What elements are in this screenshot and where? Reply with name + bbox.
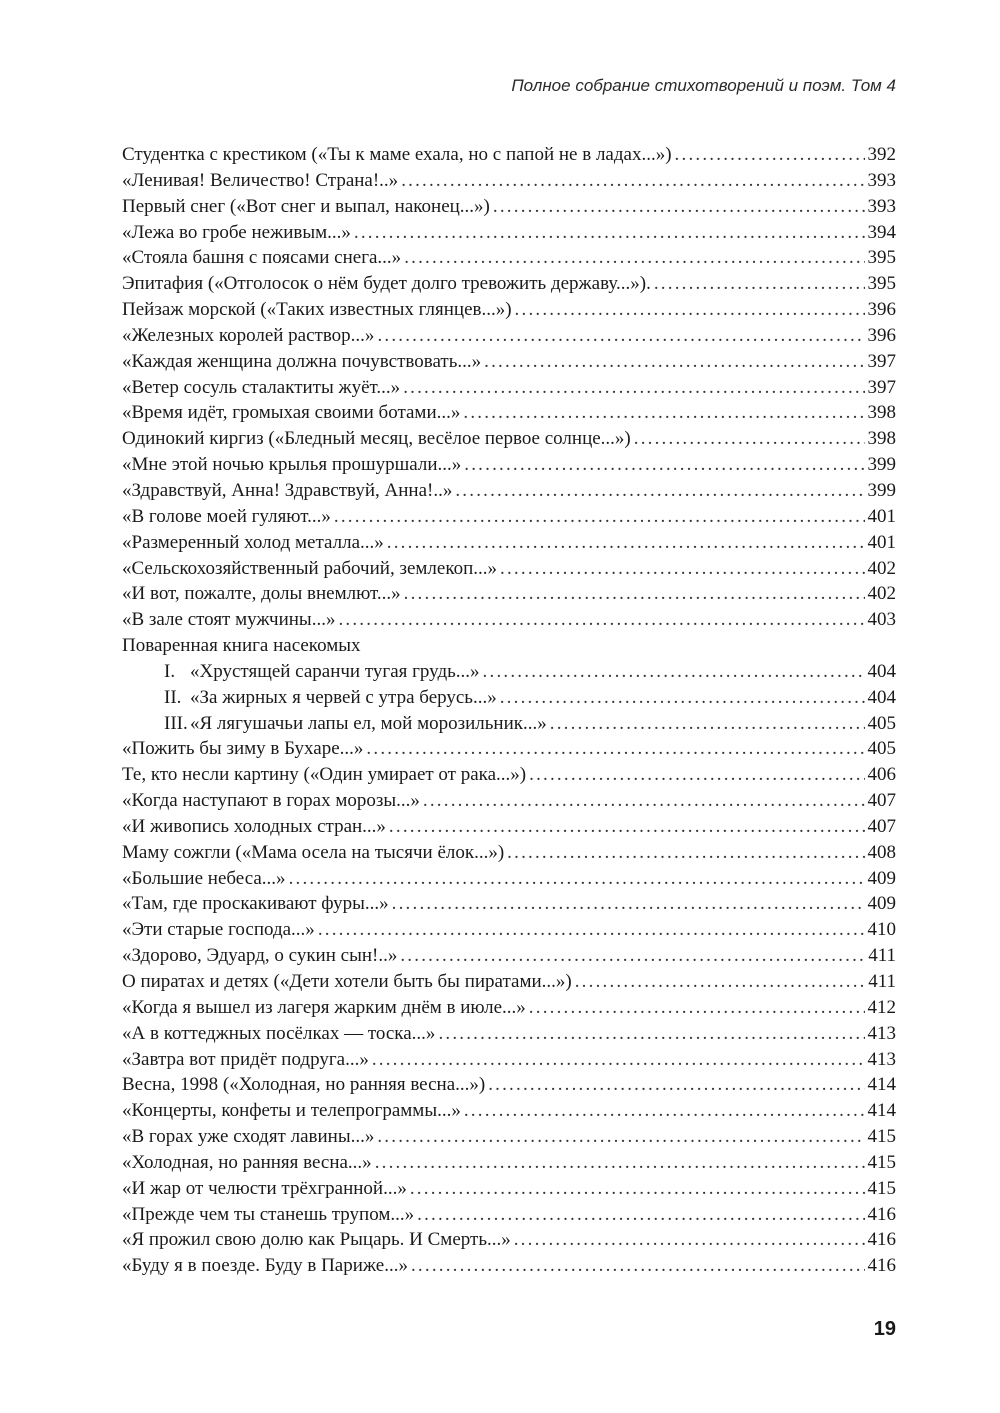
toc-entry-page: 409 — [867, 893, 896, 915]
toc-entry-text: «Стояла башня с поясами снега...» — [122, 247, 402, 269]
toc-entry — [122, 633, 896, 659]
toc-dot-leader — [401, 168, 864, 194]
toc-entry — [122, 220, 896, 246]
toc-entry — [122, 1021, 896, 1047]
toc-dot-leader — [392, 891, 865, 917]
toc-entry-title — [122, 1150, 375, 1176]
toc-entry-text: «Там, где проскакивают фуры...» — [122, 893, 389, 915]
toc-entry-page: 413 — [867, 1048, 896, 1070]
toc-entry-title — [122, 581, 404, 607]
toc-entry-page: 405 — [867, 738, 896, 760]
toc-entry-title — [122, 400, 463, 426]
toc-dot-leader — [338, 607, 864, 633]
toc-entry-text: Весна, 1998 («Холодная, но ранняя весна...») — [122, 1074, 486, 1096]
toc-entry-page: 413 — [867, 1022, 896, 1044]
toc-entry-page: 395 — [867, 247, 896, 269]
toc-entry-text: «Лежа во гробе неживым...» — [122, 221, 351, 243]
toc-entry-title — [122, 840, 507, 866]
toc-entry-page: 404 — [867, 686, 896, 708]
toc-entry — [122, 168, 896, 194]
toc-entry-title — [122, 607, 338, 633]
toc-dot-leader — [634, 426, 865, 452]
toc-entry-text: Те, кто несли картину («Один умирает от рака...») — [122, 764, 527, 786]
toc-entry-page: 408 — [867, 841, 896, 863]
toc-entry-page: 407 — [867, 815, 896, 837]
toc-entry-text: «Здравствуй, Анна! Здравствуй, Анна!..» — [122, 479, 453, 501]
toc-entry-title — [122, 814, 389, 840]
toc-entry — [122, 1202, 896, 1228]
toc-entry-numeral: III. — [164, 712, 188, 734]
toc-entry-page: 394 — [867, 221, 896, 243]
toc-entry-text: «И живопись холодных стран...» — [122, 815, 386, 837]
toc-dot-leader — [550, 711, 865, 737]
toc-entry-title — [122, 530, 387, 556]
toc-entry-text: «Пожить бы зиму в Бухаре...» — [122, 738, 364, 760]
toc-entry — [122, 142, 896, 168]
toc-entry — [122, 917, 896, 943]
toc-dot-leader — [372, 1047, 865, 1073]
toc-entry-title — [164, 685, 500, 711]
toc-entry-title — [122, 245, 404, 271]
toc-entry-title — [122, 375, 403, 401]
toc-entry — [122, 814, 896, 840]
table-of-contents — [122, 142, 896, 1279]
toc-dot-leader — [403, 375, 864, 401]
toc-dot-leader — [463, 400, 864, 426]
toc-entry — [122, 323, 896, 349]
toc-dot-leader — [354, 220, 865, 246]
toc-entry-text: «Железных королей раствор...» — [122, 324, 375, 346]
toc-entry-text: Одинокий киргиз («Бледный месяц, весёлое первое солнце...») — [122, 428, 631, 450]
toc-entry — [122, 762, 896, 788]
toc-entry-text: «Сельскохозяйственный рабочий, землекоп...» — [122, 557, 498, 579]
page-number: 19 — [873, 1318, 896, 1340]
toc-entry — [122, 581, 896, 607]
toc-entry — [122, 297, 896, 323]
toc-entry-numeral: I. — [164, 660, 176, 682]
toc-entry-text: Поваренная книга насекомых — [122, 635, 361, 657]
toc-entry — [122, 736, 896, 762]
toc-entry — [122, 1253, 896, 1279]
toc-entry-page: 407 — [867, 790, 896, 812]
toc-entry-text: «Я лягушачьи лапы ел, мой морозильник...» — [190, 712, 547, 734]
toc-entry — [122, 1047, 896, 1073]
toc-entry — [122, 1227, 896, 1253]
toc-entry-text: О пиратах и детях («Дети хотели быть бы пиратами...») — [122, 971, 572, 992]
toc-dot-leader — [400, 943, 865, 969]
toc-dot-leader — [318, 917, 865, 943]
toc-entry — [122, 711, 896, 737]
toc-entry-title — [122, 633, 364, 659]
toc-entry-page: 402 — [867, 557, 896, 579]
toc-entry-text: «А в коттеджных посёлках — тоска...» — [122, 1022, 436, 1044]
toc-dot-leader — [411, 1253, 865, 1279]
toc-entry-page: 406 — [867, 764, 896, 786]
toc-entry-text: «Каждая женщина должна почувствовать...» — [122, 350, 482, 372]
toc-entry-title — [122, 866, 289, 892]
toc-entry-numeral: II. — [164, 686, 182, 708]
toc-entry-page: 415 — [867, 1177, 896, 1199]
toc-entry-text: «Прежде чем ты станешь трупом...» — [122, 1203, 415, 1225]
toc-entry-page: 411 — [868, 971, 896, 992]
toc-entry-page: 414 — [867, 1100, 896, 1122]
toc-entry — [122, 375, 896, 401]
toc-entry-title — [122, 452, 464, 478]
toc-entry — [122, 659, 896, 685]
toc-entry — [122, 478, 896, 504]
toc-entry — [122, 607, 896, 633]
toc-entry-title — [122, 1098, 464, 1124]
toc-entry-title — [122, 1176, 410, 1202]
toc-entry-title — [122, 349, 484, 375]
toc-entry-text: «И жар от челюсти трёхгранной...» — [122, 1177, 407, 1199]
toc-entry — [122, 245, 896, 271]
toc-entry-title — [122, 271, 654, 297]
toc-entry-text: «Большие небеса...» — [122, 867, 286, 889]
toc-entry — [122, 1176, 896, 1202]
toc-entry-title — [122, 1047, 372, 1073]
toc-entry — [122, 194, 896, 220]
toc-entry-page: 404 — [867, 660, 896, 682]
toc-entry — [122, 452, 896, 478]
toc-entry-text: Студентка с крестиком («Ты к маме ехала, но с папой не в ладах...») — [122, 144, 672, 165]
toc-entry-text: «Мне этой ночью крылья прошуршали...» — [122, 454, 462, 476]
toc-dot-leader — [529, 995, 865, 1021]
toc-entry — [122, 1072, 896, 1098]
toc-entry-page: 392 — [867, 144, 896, 165]
toc-entry-title — [122, 142, 675, 168]
toc-entry-text: Первый снег («Вот снег и выпал, наконец...») — [122, 195, 490, 217]
toc-entry-page: 415 — [867, 1126, 896, 1148]
toc-entry-title — [122, 995, 529, 1021]
toc-entry-page: 395 — [867, 273, 896, 295]
toc-entry — [122, 530, 896, 556]
toc-entry-page: 397 — [867, 376, 896, 398]
toc-entry-title — [122, 556, 500, 582]
toc-entry-title — [122, 969, 575, 995]
toc-entry-text: «Ленивая! Величество! Страна!..» — [122, 169, 399, 191]
toc-entry-text: «Когда наступают в горах морозы...» — [122, 790, 420, 812]
toc-entry — [122, 271, 896, 297]
toc-entry — [122, 840, 896, 866]
toc-dot-leader — [483, 659, 865, 685]
toc-dot-leader — [375, 1150, 865, 1176]
toc-dot-leader — [404, 245, 864, 271]
toc-entry — [122, 969, 896, 995]
toc-entry-text: «В горах уже сходят лавины...» — [122, 1126, 375, 1148]
toc-entry-text: «В зале стоят мужчины...» — [122, 609, 336, 631]
toc-dot-leader — [417, 1202, 864, 1228]
toc-entry-title — [122, 478, 455, 504]
toc-entry-page: 416 — [867, 1229, 896, 1251]
toc-entry-title — [122, 504, 334, 530]
toc-dot-leader — [410, 1176, 865, 1202]
toc-entry-title — [122, 1253, 411, 1279]
toc-entry-title — [122, 1021, 438, 1047]
toc-entry-text: «Размеренный холод металла...» — [122, 531, 384, 553]
toc-entry-text: «Холодная, но ранняя весна...» — [122, 1151, 372, 1173]
toc-entry-page: 412 — [867, 996, 896, 1018]
toc-entry-page: 410 — [867, 919, 896, 941]
toc-entry-text: «Хрустящей саранчи тугая грудь...» — [190, 660, 480, 682]
toc-dot-leader — [675, 142, 865, 168]
toc-dot-leader — [464, 1098, 865, 1124]
toc-entry-text: «Время идёт, громыхая своими ботами...» — [122, 402, 461, 424]
toc-entry-title — [122, 168, 401, 194]
toc-entry — [122, 1098, 896, 1124]
toc-dot-leader — [488, 1072, 864, 1098]
toc-entry-text: «Ветер сосуль сталактиты жуёт...» — [122, 376, 401, 398]
toc-entry-page: 398 — [867, 402, 896, 424]
toc-entry — [122, 685, 896, 711]
toc-dot-leader — [289, 866, 865, 892]
toc-entry — [122, 400, 896, 426]
toc-entry — [122, 943, 896, 969]
toc-entry-text: «Здорово, Эдуард, о сукин сын!..» — [122, 945, 398, 967]
toc-entry-title — [164, 659, 483, 685]
toc-entry-text: Маму сожгли («Мама осела на тысячи ёлок...») — [122, 841, 505, 863]
toc-dot-leader — [484, 349, 864, 375]
toc-entry-page: 409 — [867, 867, 896, 889]
toc-entry-title — [164, 711, 550, 737]
toc-entry-page: 399 — [867, 479, 896, 501]
toc-entry — [122, 349, 896, 375]
toc-entry-text: «Когда я вышел из лагеря жарким днём в июле...» — [122, 996, 526, 1018]
toc-entry — [122, 1150, 896, 1176]
toc-dot-leader — [438, 1021, 864, 1047]
toc-entry-text: «В голове моей гуляют...» — [122, 505, 331, 527]
toc-entry-title — [122, 736, 366, 762]
toc-entry — [122, 1124, 896, 1150]
toc-entry-page: 393 — [867, 169, 896, 191]
toc-entry-page: 414 — [867, 1074, 896, 1096]
toc-entry-title — [122, 1072, 488, 1098]
toc-entry-title — [122, 943, 400, 969]
toc-entry-page: 401 — [867, 505, 896, 527]
toc-entry — [122, 788, 896, 814]
toc-dot-leader — [387, 530, 865, 556]
toc-entry-title — [122, 194, 493, 220]
toc-entry-text: «Завтра вот придёт подруга...» — [122, 1048, 369, 1070]
toc-dot-leader — [404, 581, 865, 607]
toc-entry-page: 401 — [867, 531, 896, 553]
toc-dot-leader — [455, 478, 864, 504]
toc-dot-leader — [377, 323, 864, 349]
toc-entry-page: 415 — [867, 1151, 896, 1173]
toc-dot-leader — [529, 762, 864, 788]
toc-entry-page: 396 — [867, 299, 896, 321]
toc-dot-leader — [514, 1227, 865, 1253]
toc-entry-text: «Буду я в поезде. Буду в Париже...» — [122, 1255, 408, 1277]
toc-dot-leader — [493, 194, 865, 220]
toc-entry-title — [122, 1202, 417, 1228]
toc-entry-title — [122, 323, 377, 349]
toc-entry-title — [122, 891, 392, 917]
toc-entry-page: 403 — [867, 609, 896, 631]
toc-entry-page: 416 — [867, 1203, 896, 1225]
toc-entry-title — [122, 762, 529, 788]
toc-dot-leader — [389, 814, 865, 840]
toc-entry-title — [122, 1124, 377, 1150]
toc-entry-text: «Эти старые господа...» — [122, 919, 315, 941]
toc-entry-title — [122, 426, 634, 452]
toc-dot-leader — [500, 556, 864, 582]
toc-dot-leader — [654, 271, 865, 297]
toc-entry-text: Пейзаж морской («Таких известных глянцев...») — [122, 299, 512, 321]
toc-dot-leader — [507, 840, 864, 866]
toc-entry — [122, 556, 896, 582]
toc-entry-text: Эпитафия («Отголосок о нём будет долго тревожить державу...»). — [122, 273, 651, 295]
toc-dot-leader — [575, 969, 865, 995]
running-header: Полное собрание стихотворений и поэм. Том 4 — [511, 76, 896, 95]
toc-entry — [122, 504, 896, 530]
toc-entry-title — [122, 917, 318, 943]
toc-dot-leader — [515, 297, 865, 323]
toc-dot-leader — [377, 1124, 864, 1150]
toc-entry-page: 416 — [867, 1255, 896, 1277]
toc-dot-leader — [500, 685, 865, 711]
toc-entry — [122, 891, 896, 917]
toc-entry-text: «И вот, пожалте, долы внемлют...» — [122, 583, 401, 605]
toc-entry-page: 405 — [867, 712, 896, 734]
toc-entry-text: «Я прожил свою долю как Рыцарь. И Смерть...» — [122, 1229, 511, 1251]
toc-entry-title — [122, 297, 515, 323]
toc-entry-page: 393 — [867, 195, 896, 217]
toc-dot-leader — [334, 504, 865, 530]
toc-entry-page: 398 — [867, 428, 896, 450]
toc-entry-text: «Концерты, конфеты и телепрограммы...» — [122, 1100, 461, 1122]
toc-entry-text: «За жирных я червей с утра берусь...» — [190, 686, 497, 708]
toc-entry-title — [122, 220, 354, 246]
toc-entry — [122, 866, 896, 892]
toc-entry-page: 399 — [867, 454, 896, 476]
toc-dot-leader — [366, 736, 864, 762]
toc-dot-leader — [423, 788, 865, 814]
toc-entry-page: 397 — [867, 350, 896, 372]
toc-entry — [122, 426, 896, 452]
toc-entry-title — [122, 788, 423, 814]
toc-entry — [122, 995, 896, 1021]
toc-entry-page: 396 — [867, 324, 896, 346]
toc-entry-page: 411 — [868, 945, 896, 967]
toc-entry-title — [122, 1227, 514, 1253]
toc-dot-leader — [464, 452, 864, 478]
toc-entry-page: 402 — [867, 583, 896, 605]
